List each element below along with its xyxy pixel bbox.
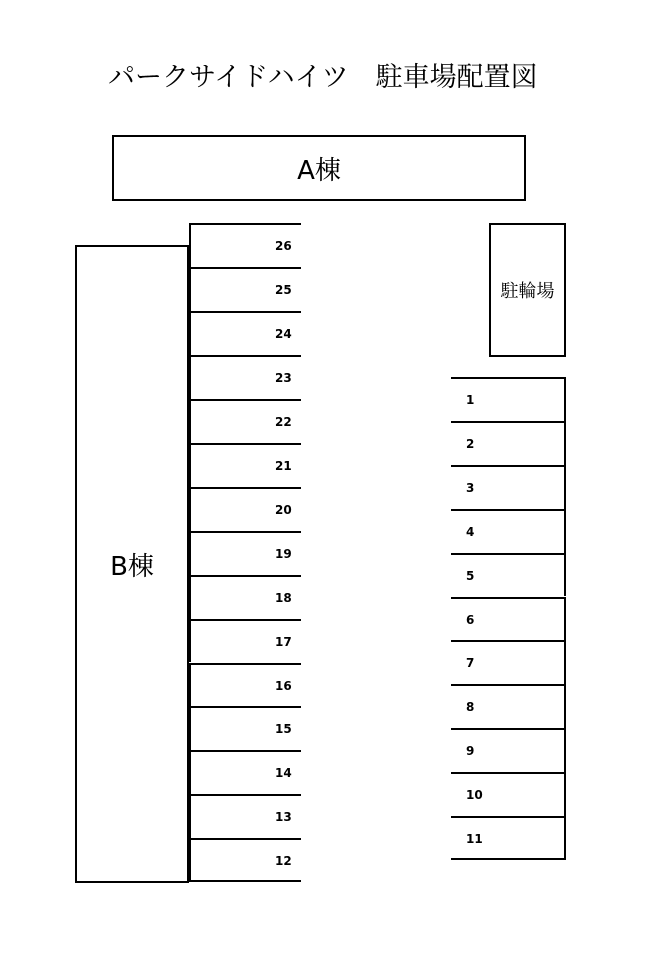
parking-space-number: 6 — [466, 612, 475, 627]
parking-space-number: 17 — [275, 634, 292, 649]
parking-space-number: 10 — [466, 788, 483, 803]
parking-space-number: 26 — [275, 239, 292, 253]
parking-space-number: 25 — [275, 282, 292, 297]
parking-space-number: 15 — [275, 722, 292, 737]
parking-space-number: 22 — [275, 414, 292, 429]
building-a-label: A棟 — [297, 155, 341, 186]
parking-space — [189, 355, 301, 399]
parking-space-number: 14 — [275, 766, 292, 781]
page-title: パークサイドハイツ 駐車場配置図 — [108, 62, 538, 93]
parking-space — [189, 487, 301, 531]
parking-space — [451, 597, 566, 641]
parking-space — [451, 465, 566, 509]
parking-space-number: 9 — [466, 744, 475, 759]
parking-space — [451, 421, 566, 465]
parking-space — [189, 706, 301, 750]
parking-space-number: 1 — [466, 393, 475, 407]
bicycle-parking-label: 駐輪場 — [500, 281, 555, 302]
building-a — [112, 135, 526, 201]
parking-space — [451, 553, 566, 597]
bicycle-parking — [489, 223, 566, 357]
parking-space — [189, 794, 301, 838]
parking-space — [189, 267, 301, 311]
parking-space — [189, 575, 301, 619]
parking-space-number: 5 — [466, 568, 475, 583]
parking-space — [189, 663, 301, 707]
parking-space-number: 16 — [275, 678, 292, 693]
parking-space — [189, 311, 301, 355]
parking-space-number: 18 — [275, 590, 292, 605]
parking-space-number: 20 — [275, 502, 292, 517]
building-b — [75, 245, 189, 883]
parking-space — [189, 838, 301, 882]
parking-space — [451, 772, 566, 816]
parking-space-number: 19 — [275, 546, 292, 561]
parking-space-number: 13 — [275, 810, 292, 825]
parking-space — [189, 531, 301, 575]
parking-space-number: 8 — [466, 700, 475, 715]
parking-space-number: 11 — [466, 832, 483, 846]
parking-space-number: 7 — [466, 656, 475, 671]
parking-space-number: 21 — [275, 458, 292, 473]
parking-space — [451, 816, 566, 860]
parking-space-number: 24 — [275, 326, 292, 341]
parking-space — [189, 399, 301, 443]
parking-space — [451, 684, 566, 728]
parking-space — [451, 509, 566, 553]
parking-space — [189, 750, 301, 794]
parking-space — [189, 223, 301, 267]
parking-space — [451, 640, 566, 684]
parking-space — [451, 728, 566, 772]
building-b-label: B棟 — [110, 551, 154, 582]
parking-space-number: 12 — [275, 854, 292, 869]
parking-space-number: 3 — [466, 480, 475, 495]
parking-space-number: 2 — [466, 436, 475, 451]
parking-space — [451, 377, 566, 421]
parking-space — [189, 443, 301, 487]
parking-space-number: 4 — [466, 524, 475, 539]
parking-space — [189, 619, 301, 663]
parking-space-number: 23 — [275, 370, 292, 385]
